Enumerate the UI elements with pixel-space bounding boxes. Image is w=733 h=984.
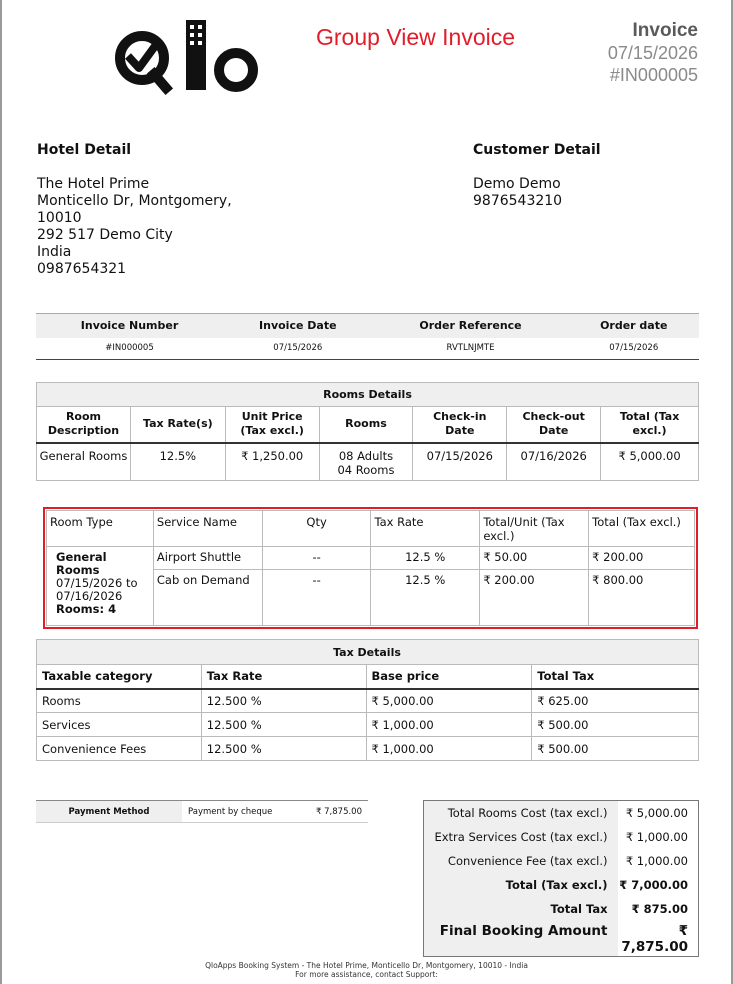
tax-total: ₹ 500.00	[532, 713, 699, 737]
footer-address: QloApps Booking System - The Hotel Prime, Monticello Dr, Montgomery, 10010 - India	[205, 961, 528, 970]
service-room-type-name: General Rooms	[56, 550, 107, 577]
service-room-type-rooms: Rooms: 4	[56, 602, 117, 616]
rooms-header: Check-in Date	[413, 407, 507, 443]
summary-label: Convenience Fee (tax excl.)	[424, 849, 618, 873]
qlo-logo-mark	[108, 16, 268, 96]
tax-header-row	[37, 665, 699, 689]
tax-rate: 12.500 %	[201, 713, 366, 737]
summary-value: ₹ 7,000.00	[619, 877, 688, 892]
room-description: General Rooms	[37, 443, 131, 481]
meta-invoice-date: 07/15/2026	[223, 338, 372, 360]
customer-detail-title: Customer Detail	[473, 142, 601, 158]
service-unit-total: ₹ 50.00	[480, 547, 589, 570]
room-check-in: 07/15/2026	[413, 443, 507, 481]
summary-row	[424, 897, 699, 921]
tax-details-table	[36, 639, 699, 761]
tax-details-caption: Tax Details	[37, 640, 699, 665]
rooms-header: Unit Price (Tax excl.)	[225, 407, 319, 443]
services-header: Room Type	[47, 511, 154, 547]
service-qty: --	[262, 547, 371, 570]
invoice-number: #IN000005	[609, 65, 698, 85]
page-footer	[0, 961, 733, 979]
room-unit-price: ₹ 1,250.00	[225, 443, 319, 481]
tax-header: Base price	[366, 665, 532, 689]
tax-header: Tax Rate	[201, 665, 366, 689]
extra-services-table	[46, 510, 695, 626]
customer-phone: 9876543210	[473, 193, 563, 209]
hotel-detail-title: Hotel Detail	[37, 142, 132, 158]
hotel-street: Monticello Dr, Montgomery,	[37, 193, 232, 209]
payment-method-table	[36, 800, 368, 823]
qlo-logo	[108, 16, 268, 96]
summary-value: ₹ 875.00	[631, 901, 688, 916]
tax-total: ₹ 625.00	[532, 689, 699, 713]
service-room-type	[47, 547, 154, 626]
services-header: Service Name	[153, 511, 262, 547]
tax-rate: 12.500 %	[201, 737, 366, 761]
final-booking-amount	[618, 921, 699, 957]
table-row	[36, 801, 368, 823]
table-row	[47, 547, 695, 570]
services-header: Tax Rate	[371, 511, 480, 547]
service-qty: --	[262, 570, 371, 626]
summary-value: ₹ 1,000.00	[625, 853, 688, 868]
meta-header: Order Reference	[373, 314, 569, 338]
rooms-header: Room Description	[37, 407, 131, 443]
table-row	[37, 737, 699, 761]
tax-category: Services	[37, 713, 202, 737]
summary-label: Total Rooms Cost (tax excl.)	[424, 801, 618, 825]
rooms-header: Tax Rate(s)	[130, 407, 225, 443]
room-adults: 08 Adults	[338, 448, 394, 463]
table-row	[37, 443, 699, 481]
tax-rate: 12.500 %	[201, 689, 366, 713]
tax-base-price: ₹ 1,000.00	[366, 737, 532, 761]
services-header-row	[47, 511, 695, 547]
tax-base-price: ₹ 5,000.00	[366, 689, 532, 713]
table-row	[37, 689, 699, 713]
services-header: Qty	[262, 511, 371, 547]
room-occupancy	[319, 443, 413, 481]
summary-row	[424, 873, 699, 897]
tax-category: Rooms	[37, 689, 202, 713]
summary-row	[424, 825, 699, 849]
hotel-zip: 10010	[37, 210, 82, 226]
final-booking-label: Final Booking Amount	[424, 921, 618, 957]
summary-row	[424, 849, 699, 873]
rooms-header: Total (Tax excl.)	[601, 407, 699, 443]
service-name: Cab on Demand	[153, 570, 262, 626]
service-room-type-dates: 07/15/2026 to 07/16/2026	[56, 576, 138, 603]
service-unit-total: ₹ 200.00	[480, 570, 589, 626]
meta-header: Invoice Date	[223, 314, 372, 338]
footer-support: For more assistance, contact Support:	[295, 970, 438, 979]
tax-total: ₹ 500.00	[532, 737, 699, 761]
tax-category: Convenience Fees	[37, 737, 202, 761]
invoice-date: 07/15/2026	[607, 43, 698, 63]
room-check-out: 07/16/2026	[507, 443, 601, 481]
summary-value: ₹ 1,000.00	[625, 829, 688, 844]
service-name: Airport Shuttle	[153, 547, 262, 570]
final-currency: ₹	[678, 922, 688, 939]
summary-row	[424, 801, 699, 825]
final-value: 7,875.00	[621, 938, 688, 955]
room-count: 04 Rooms	[337, 462, 395, 477]
rooms-header-row	[37, 407, 699, 443]
service-tax-rate: 12.5 %	[371, 547, 480, 570]
invoice-title: Invoice	[632, 20, 698, 41]
service-total: ₹ 800.00	[589, 570, 695, 626]
hotel-phone: 0987654321	[37, 261, 127, 277]
invoice-meta-value-row	[36, 338, 699, 360]
invoice-meta-table	[36, 313, 699, 360]
tax-header: Total Tax	[532, 665, 699, 689]
summary-final-row	[424, 921, 699, 957]
hotel-name: The Hotel Prime	[37, 176, 150, 192]
room-total: ₹ 5,000.00	[601, 443, 699, 481]
meta-order-reference: RVTLNJMTE	[373, 338, 569, 360]
meta-order-date: 07/15/2026	[569, 338, 699, 360]
tax-header: Taxable category	[37, 665, 202, 689]
room-tax-rate: 12.5%	[130, 443, 225, 481]
table-row	[37, 713, 699, 737]
service-total: ₹ 200.00	[589, 547, 695, 570]
meta-header: Order date	[569, 314, 699, 338]
meta-invoice-number: #IN000005	[36, 338, 223, 360]
hotel-city: 292 517 Demo City	[37, 227, 173, 243]
invoice-header	[608, 20, 698, 86]
payment-amount: ₹ 7,875.00	[300, 801, 368, 823]
tax-base-price: ₹ 1,000.00	[366, 713, 532, 737]
summary-value: ₹ 5,000.00	[625, 805, 688, 820]
rooms-details-table	[36, 382, 699, 481]
page-left-edge	[0, 0, 2, 984]
hotel-detail	[37, 142, 232, 278]
page-heading: Group View Invoice	[316, 24, 516, 50]
customer-detail	[473, 142, 601, 210]
summary-label: Total (Tax excl.)	[424, 873, 618, 897]
booking-summary-table	[423, 800, 699, 957]
rooms-header: Check-out Date	[507, 407, 601, 443]
payment-method-label: Payment Method	[36, 801, 182, 823]
customer-name: Demo Demo	[473, 176, 561, 192]
summary-label: Total Tax	[424, 897, 618, 921]
payment-method-value: Payment by cheque	[182, 801, 300, 823]
meta-header: Invoice Number	[36, 314, 223, 338]
invoice-meta-header-row	[36, 314, 699, 338]
rooms-details-caption: Rooms Details	[37, 383, 699, 407]
summary-label: Extra Services Cost (tax excl.)	[424, 825, 618, 849]
hotel-country: India	[37, 244, 72, 260]
rooms-header: Rooms	[319, 407, 413, 443]
service-tax-rate: 12.5 %	[371, 570, 480, 626]
services-header: Total/Unit (Tax excl.)	[480, 511, 589, 547]
services-header: Total (Tax excl.)	[589, 511, 695, 547]
